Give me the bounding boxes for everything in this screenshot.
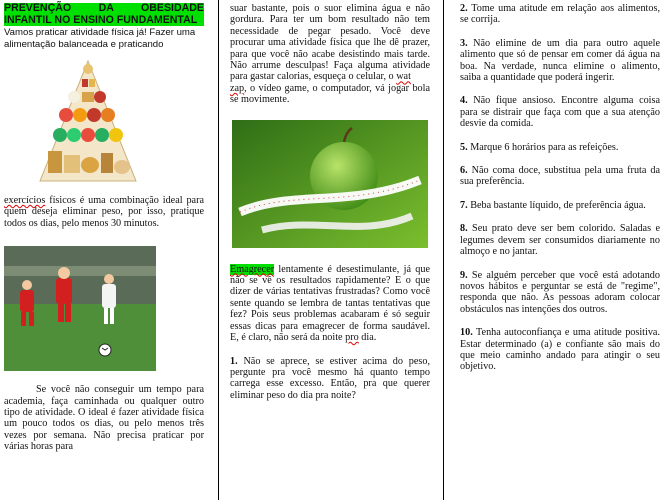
tip-1: 1. Não se aprece, se estiver acima do peso, pergunte pra você mesmo há quanto tempo carrega esse excesso. Então, pra que querer eliminar peso do dia pra noite? <box>230 355 430 401</box>
soccer-kids-photo <box>4 246 156 371</box>
paragraph-activity: Se você não conseguir um tempo para academia, faça caminhada ou qualquer outro tipo de atividade. O ideal é fazer atividade física um pouco todos os dias, ou pelo menos três vezes por semana. Não precisa praticar por várias horas para <box>4 384 204 453</box>
tip-5: 5. Marque 6 horários para as refeições. <box>460 141 619 153</box>
tip-8: 8. Seu prato deve ser bem colorido. Saladas e legumes devem ser consumidos diariamente no almoço e no jantar. <box>460 223 660 258</box>
tip-2: 2. Tome uma atitude em relação aos alimentos, se corrija. <box>460 3 660 26</box>
paragraph-exercise: exercícios físicos é uma combinação ideal para quem deseja eliminar peso, por isso, pratique todos os dias, pelo menos 30 minutos. <box>4 195 204 229</box>
paragraph-sweat: suar bastante, pois o suor elimina água e não gordura. Para ter um bom resultado não tem necessidade de pegar pesado. Você deve procurar uma atividade física que lhe dê prazer, para que você não acabe desistindo mais tarde. Não arrume desculpas! Faça alguma atividade para gastar calorias, esqueça o celular, o wat zap, o vídeo game, o computador, vá jogar bola se movimente. <box>230 3 430 106</box>
column-1 <box>4 0 214 500</box>
intro-text: Vamos praticar atividade física já! Fazer uma alimentação balanceada e praticando <box>4 27 196 50</box>
column-3 <box>460 0 660 500</box>
tip-6: 6. Não coma doce, substitua pela uma fruta da sua preferência. <box>460 165 660 188</box>
tip-7: 7. Beba bastante líquido, de preferência água. <box>460 199 646 211</box>
tip-10: 10. Tenha autoconfiança e uma atitude positiva. Estar determinado (a) e confiante são mais do que meio caminho andado para atingir o seu objetivo. <box>460 327 660 373</box>
document-title: PREVENÇÃO DA OBESIDADE INFANTIL NO ENSINO FUNDAMENTAL <box>4 2 204 26</box>
spellcheck-word: exercícios <box>4 195 46 206</box>
column-divider-1 <box>218 0 219 500</box>
food-pyramid-image <box>38 59 138 184</box>
paragraph-slow-weight-loss: Emagrecer lentamente é desestimulante, já que não se vê os resultados rapidamente? E o que dizer de várias tentativas frustradas? Como você sente quando se lembra de tantas tentativas que fez? Pois seus problemas acabaram é só seguir essas dicas para emagrecer de forma saudável. E, é claro, não será da noite pro dia. <box>230 263 430 344</box>
column-divider-2 <box>443 0 444 500</box>
tip-9: 9. Se alguém perceber que você está adotando novos hábitos e perguntar se está de "regime", responda que não. As pessoas adoram colocar obstáculos nas intenções dos outros. <box>460 269 660 315</box>
tip-4: 4. Não fique ansioso. Encontre alguma coisa para se distrair que faça com que a sua atenção desvie da comida. <box>460 95 660 130</box>
column-2 <box>230 0 430 500</box>
tip-3: 3. Não elimine de um dia para outro aquele alimento que só de pensar em comer dá água na boa. Na verdade, nunca elimine o alimento, saiba a quantidade que poderá ingerir. <box>460 37 660 84</box>
apple-tape-photo <box>232 120 428 248</box>
highlighted-word: Emagrecer <box>230 263 275 275</box>
